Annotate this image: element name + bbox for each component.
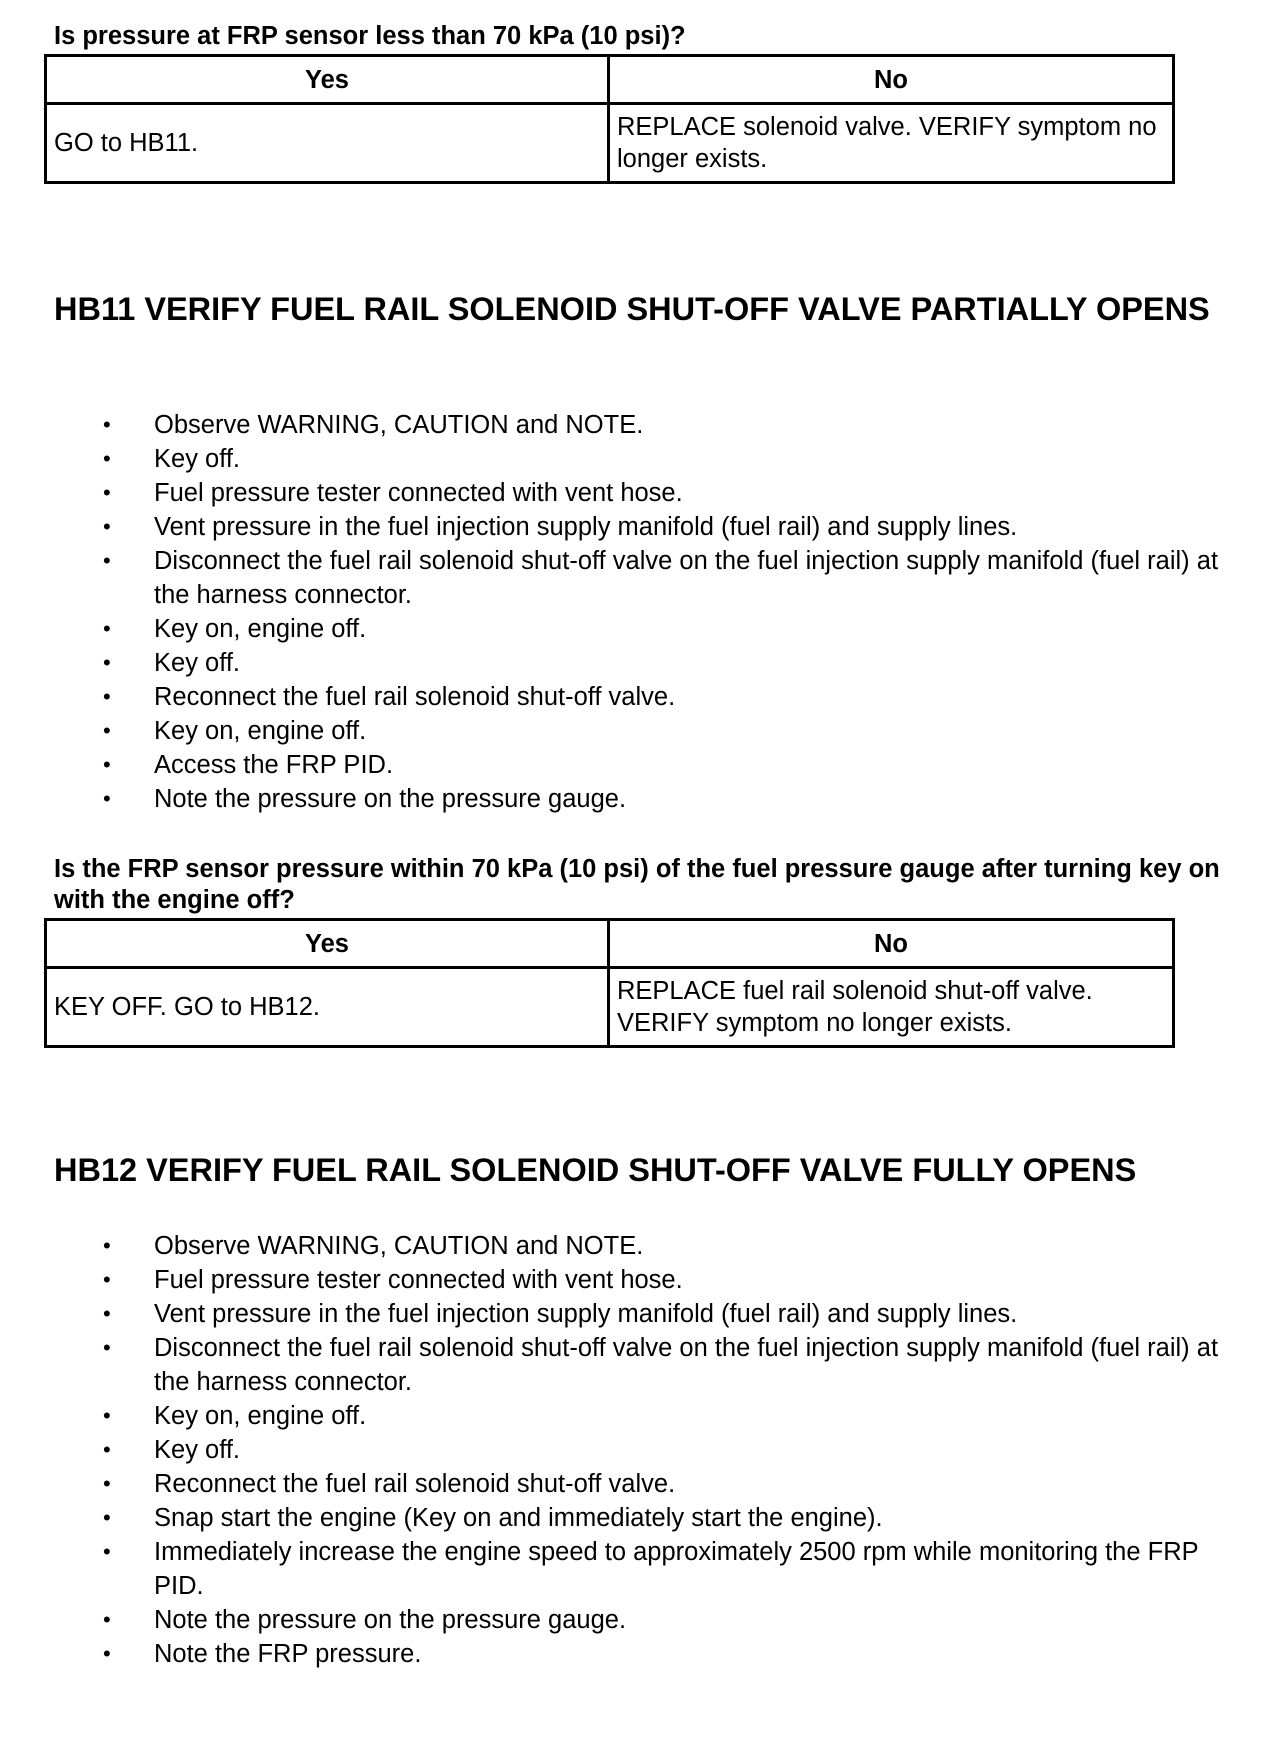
step-text: Reconnect the fuel rail solenoid shut-off valve. xyxy=(154,683,676,711)
hb12-heading: HB12 VERIFY FUEL RAIL SOLENOID SHUT-OFF VALVE FULLY OPENS xyxy=(54,1152,1137,1188)
bullet-icon: • xyxy=(103,616,111,641)
bullet-icon: • xyxy=(103,1437,111,1462)
list-item xyxy=(0,1263,1250,1297)
bullet-icon: • xyxy=(103,786,111,811)
bullet-icon: • xyxy=(103,1641,111,1666)
list-item xyxy=(0,442,1250,476)
list-item xyxy=(0,1331,1250,1399)
no-header: No xyxy=(609,920,1174,968)
list-item xyxy=(0,1501,1250,1535)
bullet-icon: • xyxy=(103,1403,111,1428)
list-item xyxy=(0,1535,1250,1603)
list-item xyxy=(0,544,1250,612)
step-text: Immediately increase the engine speed to approximately 2500 rpm while monitoring the FRP PID. xyxy=(154,1538,1199,1600)
step-text: Note the FRP pressure. xyxy=(154,1640,422,1668)
list-item xyxy=(0,782,1250,816)
bullet-icon: • xyxy=(103,446,111,471)
step-text: Vent pressure in the fuel injection supply manifold (fuel rail) and supply lines. xyxy=(154,1300,1018,1328)
step-text: Key on, engine off. xyxy=(154,717,367,745)
bullet-icon: • xyxy=(103,1539,111,1564)
list-item xyxy=(0,1637,1250,1671)
bullet-icon: • xyxy=(103,412,111,437)
bullet-icon: • xyxy=(103,718,111,743)
list-item xyxy=(0,1399,1250,1433)
yes-action: KEY OFF. GO to HB12. xyxy=(46,968,609,1047)
step-text: Key off. xyxy=(154,1436,241,1464)
bullet-icon: • xyxy=(103,1607,111,1632)
table-header-row xyxy=(46,920,1174,968)
bullet-icon: • xyxy=(103,1505,111,1530)
list-item xyxy=(0,1467,1250,1501)
q1-question: Is pressure at FRP sensor less than 70 kPa (10 psi)? xyxy=(54,22,686,50)
list-item xyxy=(0,408,1250,442)
step-text: Fuel pressure tester connected with vent hose. xyxy=(154,1266,683,1294)
list-item xyxy=(0,714,1250,748)
yes-action: GO to HB11. xyxy=(46,104,609,183)
bullet-icon: • xyxy=(103,548,111,573)
table-row xyxy=(46,968,1174,1047)
q2-decision-table xyxy=(44,918,1175,1048)
step-text: Vent pressure in the fuel injection supply manifold (fuel rail) and supply lines. xyxy=(154,513,1018,541)
hb11-heading: HB11 VERIFY FUEL RAIL SOLENOID SHUT-OFF VALVE PARTIALLY OPENS xyxy=(54,291,1210,327)
step-text: Observe WARNING, CAUTION and NOTE. xyxy=(154,411,644,439)
step-text: Observe WARNING, CAUTION and NOTE. xyxy=(154,1232,644,1260)
step-text: Note the pressure on the pressure gauge. xyxy=(154,1606,627,1634)
hb12-steps xyxy=(0,1229,1250,1671)
list-item xyxy=(0,1603,1250,1637)
bullet-icon: • xyxy=(103,1233,111,1258)
q2-question: Is the FRP sensor pressure within 70 kPa (10 psi) of the fuel pressure gauge after turning key on with the engine off? xyxy=(54,855,1220,914)
bullet-icon: • xyxy=(103,752,111,777)
list-item xyxy=(0,1229,1250,1263)
list-item xyxy=(0,680,1250,714)
bullet-icon: • xyxy=(103,1301,111,1326)
yes-header: Yes xyxy=(46,920,609,968)
step-text: Note the pressure on the pressure gauge. xyxy=(154,785,627,813)
hb11-steps xyxy=(0,408,1250,816)
bullet-icon: • xyxy=(103,684,111,709)
step-text: Reconnect the fuel rail solenoid shut-off valve. xyxy=(154,1470,676,1498)
list-item xyxy=(0,612,1250,646)
no-header: No xyxy=(609,56,1174,104)
step-text: Disconnect the fuel rail solenoid shut-off valve on the fuel injection supply manifold (fuel rail) at the harness connector. xyxy=(154,547,1219,609)
step-text: Disconnect the fuel rail solenoid shut-off valve on the fuel injection supply manifold (fuel rail) at the harness connector. xyxy=(154,1334,1219,1396)
bullet-icon: • xyxy=(103,514,111,539)
bullet-icon: • xyxy=(103,1267,111,1292)
bullet-icon: • xyxy=(103,480,111,505)
list-item xyxy=(0,510,1250,544)
bullet-icon: • xyxy=(103,650,111,675)
table-header-row xyxy=(46,56,1174,104)
list-item xyxy=(0,1433,1250,1467)
list-item xyxy=(0,748,1250,782)
bullet-icon: • xyxy=(103,1471,111,1496)
step-text: Fuel pressure tester connected with vent hose. xyxy=(154,479,683,507)
list-item xyxy=(0,1297,1250,1331)
list-item xyxy=(0,476,1250,510)
yes-header: Yes xyxy=(46,56,609,104)
no-action: REPLACE solenoid valve. VERIFY symptom no longer exists. xyxy=(609,104,1174,183)
step-text: Snap start the engine (Key on and immediately start the engine). xyxy=(154,1504,883,1532)
table-row xyxy=(46,104,1174,183)
step-text: Key off. xyxy=(154,445,241,473)
no-action: REPLACE fuel rail solenoid shut-off valve. VERIFY symptom no longer exists. xyxy=(609,968,1174,1047)
step-text: Key on, engine off. xyxy=(154,1402,367,1430)
q1-decision-table xyxy=(44,54,1175,184)
step-text: Key off. xyxy=(154,649,241,677)
bullet-icon: • xyxy=(103,1335,111,1360)
step-text: Key on, engine off. xyxy=(154,615,367,643)
step-text: Access the FRP PID. xyxy=(154,751,394,779)
list-item xyxy=(0,646,1250,680)
